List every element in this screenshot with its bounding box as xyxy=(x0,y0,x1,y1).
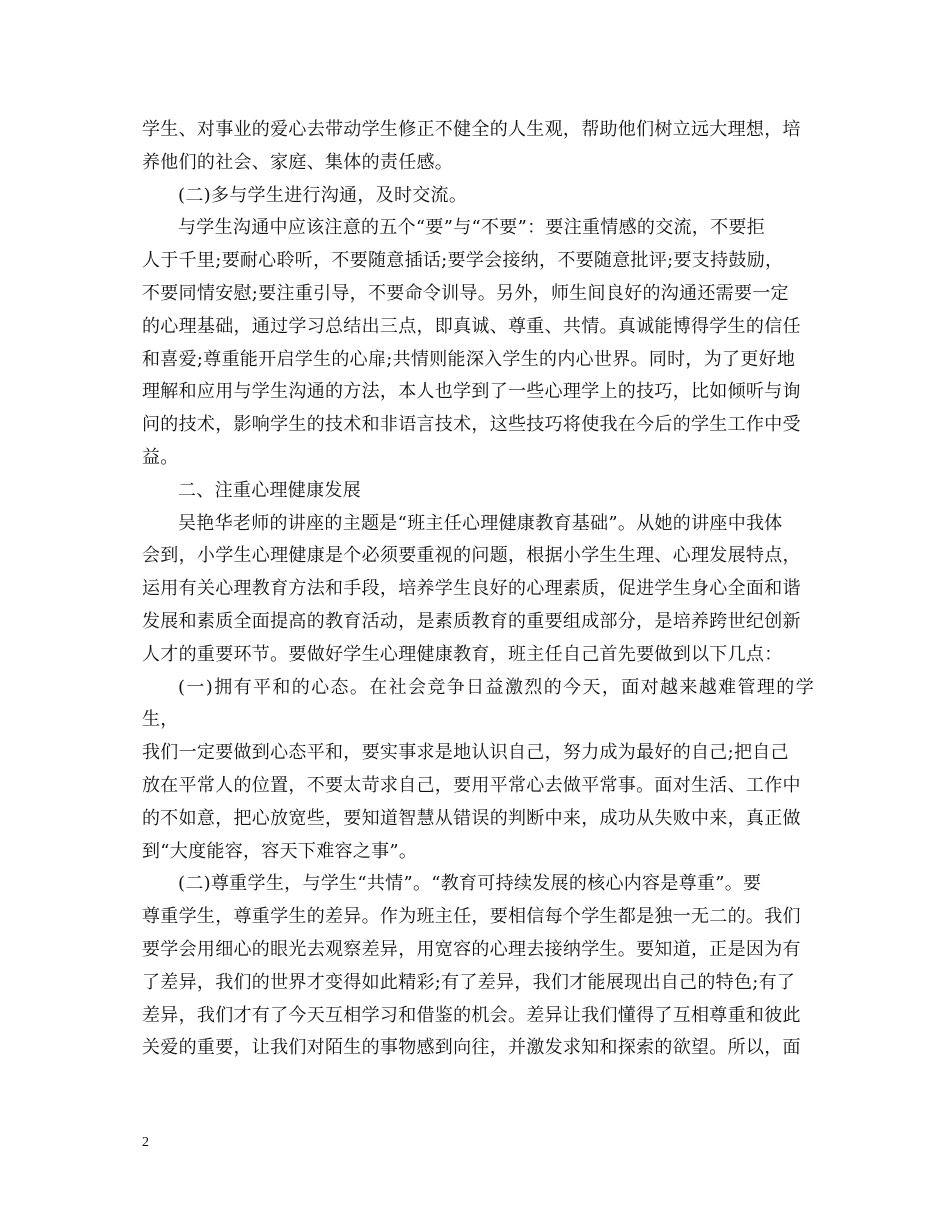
text-line: (二)多与学生进行沟通，及时交流。 xyxy=(178,184,468,206)
text-line: 的不如意，把心放宽些，要知道智慧从错误的判断中来，成功从失败中来，真正做 xyxy=(142,807,801,829)
text-line: 要学会用细心的眼光去观察差异，用宽容的心理去接纳学生。要知道，正是因为有 xyxy=(142,938,801,960)
text-line: 不要同情安慰;要注重引导，不要命令训导。另外，师生间良好的沟通还需要一定 xyxy=(142,282,789,304)
text-line: 运用有关心理教育方法和手段，培养学生良好的心理素质，促进学生身心全面和谐 xyxy=(142,578,801,600)
text-line: 问的技术，影响学生的技术和非语言技术，这些技巧将使我在今后的学生工作中受 xyxy=(142,414,801,436)
text-line: 和喜爱;尊重能开启学生的心扉;共情则能深入学生的内心世界。同时，为了更好地 xyxy=(142,348,796,370)
text-line: 了差异，我们的世界才变得如此精彩;有了差异，我们才能展现出自己的特色;有了 xyxy=(142,971,796,993)
text-line: 我们一定要做到心态平和，要实事求是地认识自己，努力成为最好的自己;把自己 xyxy=(142,742,789,764)
text-line: 吴艳华老师的讲座的主题是“班主任心理健康教育基础”。从她的讲座中我体 xyxy=(178,512,783,534)
paragraph xyxy=(142,475,814,508)
paragraph xyxy=(142,508,814,672)
text-line: 会到，小学生心理健康是个必须要重视的问题，根据小学生生理、心理发展特点， xyxy=(142,545,801,567)
paragraph xyxy=(142,868,814,1065)
text-line: 二、注重心理健康发展 xyxy=(178,479,361,501)
page-number: 2 xyxy=(142,1135,149,1150)
paragraph xyxy=(142,672,814,869)
paragraph xyxy=(142,180,814,213)
text-line: (一)拥有平和的心态。在社会竞争日益激烈的今天，面对越来越难管理的学生， xyxy=(142,676,814,731)
text-line: 理解和应用与学生沟通的方法，本人也学到了一些心理学上的技巧，比如倾听与询 xyxy=(142,381,801,403)
paragraph xyxy=(142,114,814,180)
text-line: 差异，我们才有了今天互相学习和借鉴的机会。差异让我们懂得了互相尊重和彼此 xyxy=(142,1004,801,1026)
text-line: 放在平常人的位置，不要太苛求自己，要用平常心去做平常事。面对生活、工作中 xyxy=(142,774,801,796)
text-line: 关爱的重要，让我们对陌生的事物感到向往，并激发求知和探索的欲望。所以，面 xyxy=(142,1037,801,1059)
text-line: 与学生沟通中应该注意的五个“要”与“不要”：要注重情感的交流，不要拒 xyxy=(178,217,766,239)
text-line: 人才的重要环节。要做好学生心理健康教育，班主任自己首先要做到以下几点： xyxy=(142,643,783,665)
text-line: 的心理基础，通过学习总结出三点，即真诚、尊重、共情。真诚能博得学生的信任 xyxy=(142,315,801,337)
text-line: 养他们的社会、家庭、集体的责任感。 xyxy=(142,151,454,173)
text-line: 人于千里;要耐心聆听，不要随意插话;要学会接纳，不要随意批评;要支持鼓励， xyxy=(142,250,784,272)
text-line: (二)尊重学生，与学生“共情”。“教育可持续发展的核心内容是尊重”。要 xyxy=(178,873,762,895)
body-text xyxy=(142,114,814,1065)
text-line: 到“大度能容，容天下难容之事”。 xyxy=(142,840,418,862)
text-line: 尊重学生，尊重学生的差异。作为班主任，要相信每个学生都是独一无二的。我们 xyxy=(142,906,801,928)
text-line: 益。 xyxy=(142,446,179,468)
text-line: 学生、对事业的爱心去带动学生修正不健全的人生观，帮助他们树立远大理想，培 xyxy=(142,119,801,140)
text-line: 发展和素质全面提高的教育活动，是素质教育的重要组成部分，是培养跨世纪创新 xyxy=(142,610,801,632)
paragraph xyxy=(142,212,814,474)
